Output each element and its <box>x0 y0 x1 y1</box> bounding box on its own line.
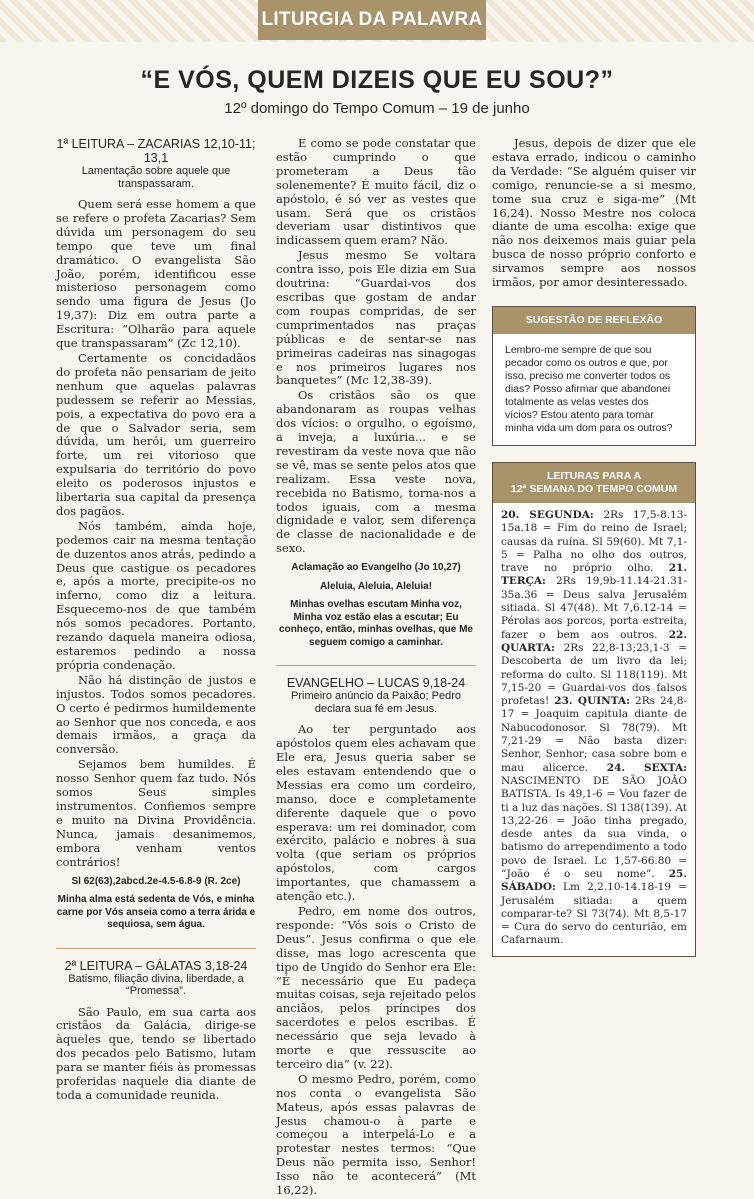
paragraph: Pedro, em nome dos outros, responde: “Vós sois o Cristo de Deus”. Jesus confirma o que ele disse, mas logo acrescenta que tipo de Ungido do Senhor era Ele: “É necessário que Eu padeça muitas coisas, seja rejeitado pelos anciãos, pelos príncipes dos sacerdotes e pelos escribas. É necessário que seja levado à morte e que ressuscite ao terceiro dia” (v. 22). <box>276 903 476 1071</box>
week-readings-list <box>493 503 695 956</box>
week-title-line2: 12ª SEMANA DO TEMPO COMUM <box>510 482 678 495</box>
reading1-heading: 1ª LEITURA – ZACARIAS 12,10-11; 13,1 <box>56 137 256 165</box>
reflection-text: Lembro-me sempre de que sou pecador como os outros e que, por isso, preciso me converter todos os dias? Posso afirmar que abandonei totalmente as velas vestes dos vícios? Estou atento para tornar minha vida um dom para os outros? <box>505 343 673 434</box>
week-readings-title <box>493 463 695 503</box>
reading1-subheading: Lamentação sobre aquele que transpassaram. <box>81 165 231 190</box>
day-readings: 2Rs 22,8-13;23,1-3 = Descoberta de um livro da lei; reforma do culto. Sl 118(119). Mt 7,15-20 = Guardai-vos dos falsos profetas! <box>501 641 687 708</box>
paragraph: Ao ter perguntado aos apóstolos quem eles achavam que Ele era, Jesus queria saber se eles estavam entendendo que o Messias era como um cordeiro, manso, doce e completamente diferente daquele que o povo esperava: um rei dominador, com exército, palácio e nobres à sua volta (que seriam os próprios apóstolos, com cargos importantes, que chamassem a atenção etc.). <box>276 722 476 904</box>
reflection-box <box>492 306 696 446</box>
column-3 <box>492 137 696 957</box>
week-title-line1: LEITURAS PARA A <box>546 469 642 482</box>
day-readings: 2Rs 17,5-8.13-15a.18 = Fim do reino de Israel; causas da ruína. Sl 59(60). Mt 7,1-5 = Palha no olho dos outros, trave no próprio olho. <box>501 508 687 575</box>
paragraph: Jesus mesmo Se voltara contra isso, pois Ele dizia em Sua doutrina: “Guardai-vos dos escribas que gostam de andar com roupas compridas, de ser cumprimentados nas praças públicas e de sentar-se nas primeiras cadeiras nas sinagogas e nos primeiros lugares nos banquetes” (Mc 12,38-39). <box>276 248 476 388</box>
day-readings: 2Rs 24,8-17 = Joaquim capitula diante de Nabucodonosor. Sl 78(79). Mt 7,21-29 = Não basta dizer: Senhor, Senhor; casa sobre bom e mau alicerce. <box>501 695 687 774</box>
psalm-response: Minha alma está sedenta de Vós, e minha carne por Vós anseia como a terra árida e sequiosa, sem água. <box>56 894 256 930</box>
paragraph: Quem será esse homem a que se refere o profeta Zacarias? Sem dúvida um personagem do seu tempo que teve um final dramático. O evangelista São João, porém, identificou esse misterioso personagem como sendo uma figura de Jesus (Jo 19,37): Diz em outra parte a Escritura: “Olharão para aquele que transpassaram” (Zc 12,10). <box>56 197 256 351</box>
day-label: 22. QUARTA: <box>501 628 687 654</box>
reflection-title: SUGESTÃO DE REFLEXÃO <box>493 307 695 334</box>
acclamation-title: Aclamação ao Evangelho (Jo 10,27) <box>291 562 461 574</box>
section-banner: LITURGIA DA PALAVRA <box>258 0 486 40</box>
day-readings: NASCIMENTO DE SÃO JOÃO BATISTA. Is 49,1-6 = Vou fazer de ti a luz das nações. Sl 138(139). At 13,22-26 = João tinha pregado, desde antes da sua vinda, o batismo do arrependimento a todo povo de Israel. Lc 1,57-66.80 = “João é o seu nome”. <box>501 774 687 880</box>
psalm-reference: Sl 62(63),2abcd.2e-4.5-6.8-9 (R. 2ce) <box>71 875 241 887</box>
day-label: 24. SEXTA: <box>606 761 687 774</box>
day-label: 25. SÁBADO: <box>501 867 687 894</box>
day-readings: Lm 2,2.10-14.18-19 = Jerusalém sitiada: a quem comparar-te? Sl 73(74). Mt 8,5-17 = Cura do servo do centurião, em Cafarnaum. <box>501 881 687 947</box>
page-subtitle: 12º domingo do Tempo Comum – 19 de junho <box>224 100 530 117</box>
paragraph: Jesus, depois de dizer que ele estava errado, indicou o caminho da Verdade: “Se alguém quiser vir comigo, renuncie-se a si mesmo, tome sua cruz e siga-me” (Mt 16,24). Nosso Mestre nos coloca diante de uma escolha: exige que não nos deixemos mais guiar pela busca de nosso próprio conforto e sirvamos sempre aos nossos irmãos, por amor desinteressado. <box>492 136 696 290</box>
day-label: 21. TERÇA: <box>501 562 687 588</box>
page-title: “E VÓS, QUEM DIZEIS QUE EU SOU?” <box>140 66 614 94</box>
paragraph: Não há distinção de justos e injustos. Todos somos pecadores. O certo é pedirmos humildemente ao Senhor que nos conceda, e aos demais irmãos, a graça da conversão. <box>56 672 256 757</box>
paragraph: O mesmo Pedro, porém, como nos conta o evangelista São Mateus, após essas palavras de Jesus chamou-o à parte e começou a interpelá-Lo e a protestar nestes termos: “Que Deus não permita isso, Senhor! Isso não te acontecerá” (Mt 16,22). <box>276 1071 476 1198</box>
reading2-subheading: Batismo, filiação divina, liberdade, a “Promessa”. <box>68 972 244 997</box>
gospel-subheading: Primeiro anúncio da Paixão; Pedro declara sua fé em Jesus. <box>291 690 461 715</box>
paragraph: Nós também, ainda hoje, podemos cair na mesma tentação de duzentos anos atrás, pedindo a Deus que castigue os pecadores e, após a morte, precipite-os no inferno, como diz a leitura. Esquecemo-nos de que também nós somos pecadores. Portanto, rezando daquela maneira odiosa, estaremos pedindo a nossa própria condenação. <box>56 518 256 672</box>
paragraph: Os cristãos são os que abandonaram as roupas velhas dos vícios: o orgulho, o egoísmo, a inveja, a luxúria... e se revestiram da veste nova que não se vê, mas se sente pelos atos que realizam. Essa veste nova, recebida no Batismo, torna-nos a todos iguais, com a mesma dignidade e valor, sem diferença de classe de nacionalidade e de sexo. <box>276 388 476 556</box>
week-readings-box <box>492 462 696 957</box>
day-label: 20. SEGUNDA: <box>501 508 594 521</box>
day-label: 23. QUINTA: <box>554 695 630 708</box>
column-2 <box>276 137 476 1199</box>
paragraph: E como se pode constatar que estão cumprindo o que prometeram a Deus tão solenemente? É muito fácil, diz o apóstolo, é só ver as vestes que usam. Será que os cristãos deveriam usar distintivos que indicassem quem eram? Não. <box>276 136 476 248</box>
divider <box>276 665 476 666</box>
day-readings: 2Rs 19,9b-11.14-21.31-35a.36 = Deus salva Jerusalém sitiada. Sl 47(48). Mt 7,6.12-14 = Pérolas aos porcos, porta estreita, fazer o bem aos outros. <box>501 575 687 641</box>
paragraph: São Paulo, em sua carta aos cristãos da Galácia, dirige-se àqueles que, tendo se libertado dos pecados pelo Batismo, lutam para se manter fiéis às promessas proferidas naquele dia diante de toda a comunidade reunida. <box>56 1004 256 1102</box>
divider <box>56 948 256 949</box>
column-1 <box>56 137 256 1104</box>
acclamation-text: Minhas ovelhas escutam Minha voz, Minha voz estão elas a escutar; Eu conheço, então, minhas ovelhas, que Me seguem comigo a caminhar. <box>279 599 473 648</box>
alleluia: Aleluia, Aleluia, Aleluia! <box>319 580 433 592</box>
paragraph: Certamente os concidadãos do profeta não pensariam de jeito nenhum que aquelas palavras pudessem se referir ao Messias, pois, a expectativa do povo era a de que o Salvador seria, sem dúvida, um herói, um guerreiro forte, um rei vitorioso que expulsaria do território do povo eleito os poderosos injustos e libertaria sua capital da presença dos pagãos. <box>56 350 256 518</box>
reading2-heading: 2ª LEITURA – GÁLATAS 3,18-24 <box>64 958 248 973</box>
paragraph: Sejamos bem humildes. É nosso Senhor quem faz tudo. Nós somos Seus simples instrumentos. Confiemos sempre e muito na Divina Providência. Nunca, jamais desanimemos, embora venham ventos contrários! <box>56 757 256 869</box>
gospel-heading: EVANGELHO – LUCAS 9,18-24 <box>286 676 466 691</box>
